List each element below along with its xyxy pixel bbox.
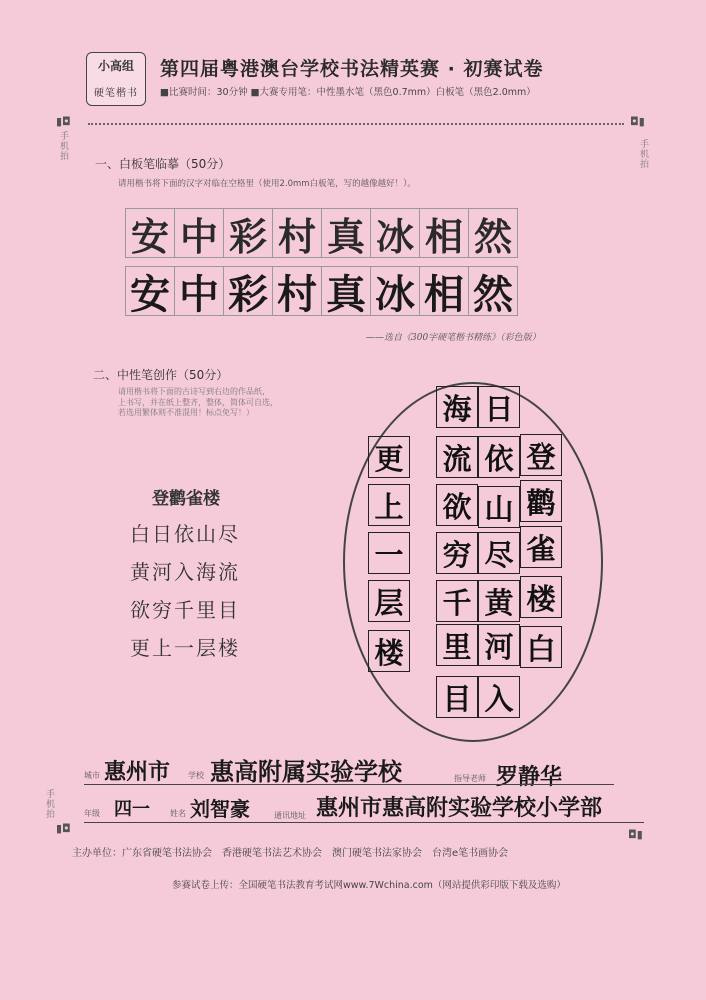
work-char: 雀 (520, 526, 562, 568)
work-char: 千 (436, 580, 478, 622)
instruction-line: 若选用繁体则不准混用！标点免写！） (118, 408, 254, 417)
work-char: 河 (478, 624, 520, 666)
handwritten-char: 彩 (223, 266, 273, 316)
work-char: 里 (436, 624, 478, 666)
section2-instruction (118, 387, 368, 419)
poem-line: 黄河入海流 (130, 560, 240, 584)
instruction-line: 上书写，并在纸上整齐，整体，简体可自选， (118, 397, 278, 407)
work-char: 一 (368, 532, 410, 574)
model-chars-row (126, 208, 518, 258)
upload-notice: 参赛试卷上传：全国硬笔书法教育考试网www.7Wchina.com（网站提供彩印版下载及选购） (172, 880, 566, 891)
work-char: 楼 (368, 630, 410, 672)
address-label: 通讯地址 (274, 811, 306, 820)
work-char: 更 (368, 436, 410, 478)
work-char: 目 (436, 676, 478, 718)
model-char: 安 (125, 208, 175, 258)
handwritten-char: 相 (419, 266, 469, 316)
model-char: 彩 (223, 208, 273, 258)
work-char: 依 (478, 436, 520, 478)
grade-value: 四一 (114, 799, 150, 820)
instruction-line: 请用楷书将下面的古诗写到右边的作品纸， (118, 387, 270, 396)
poem-line: 更上一层楼 (130, 636, 240, 660)
name-value: 刘智豪 (190, 797, 250, 821)
name-label: 姓名 (170, 809, 186, 818)
handwritten-char: 中 (174, 266, 224, 316)
work-char: 上 (368, 484, 410, 526)
model-char: 村 (272, 208, 322, 258)
exam-subtitle: ■比赛时间：30分钟 ■大赛专用笔：中性墨水笔（黑色0.7mm）白板笔（黑色2.0mm） (160, 87, 536, 98)
poem-line: 欲穷千里目 (130, 598, 240, 622)
source-citation: ——选自《300字硬笔楷书精练》（彩色版） (366, 333, 541, 343)
camera-icon-right-bottom: ◘▮ (628, 828, 643, 841)
work-char: 海 (436, 386, 478, 428)
work-char: 白 (520, 626, 562, 668)
teacher-label: 指导老师 (454, 774, 486, 783)
section1-instruction: 请用楷书将下面的汉字对临在空格里（使用2.0mm白板笔，写的越像越好！）。 (118, 179, 416, 189)
work-char: 入 (478, 676, 520, 718)
school-label: 学校 (188, 771, 204, 780)
city-value: 惠州市 (104, 760, 171, 785)
form-line-1 (84, 784, 614, 785)
camera-icon-left-bottom: ▮◘ (56, 822, 71, 835)
work-char: 山 (478, 486, 520, 528)
work-char: 登 (520, 434, 562, 476)
camera-icon-left-top: ▮◘ (56, 115, 71, 128)
handwritten-char: 安 (125, 266, 175, 316)
top-divider (88, 123, 624, 125)
poem-title: 登鹳雀楼 (152, 489, 220, 509)
work-char: 流 (436, 436, 478, 478)
side-label-left: 手机拍 (60, 132, 70, 162)
work-char: 尽 (478, 532, 520, 574)
work-char: 欲 (436, 484, 478, 526)
school-value: 惠高附属实验学校 (210, 758, 402, 786)
handwritten-chars-row (126, 266, 518, 316)
model-char: 然 (468, 208, 518, 258)
side-label-left-bottom: 手机拍 (46, 790, 56, 820)
handwritten-char: 然 (468, 266, 518, 316)
handwritten-char: 村 (272, 266, 322, 316)
model-char: 中 (174, 208, 224, 258)
work-char: 日 (478, 386, 520, 428)
work-char: 鹳 (520, 480, 562, 522)
teacher-value: 罗静华 (496, 765, 563, 790)
form-line-2 (84, 822, 644, 823)
work-char: 穷 (436, 532, 478, 574)
model-char: 相 (419, 208, 469, 258)
section1-heading: 一、白板笔临摹（50分） (95, 157, 231, 171)
address-value: 惠州市惠高附实验学校小学部 (316, 796, 603, 821)
model-char: 冰 (370, 208, 420, 258)
handwritten-char: 真 (321, 266, 371, 316)
group-badge-subtitle: 硬笔楷书 (94, 88, 138, 99)
work-char: 楼 (520, 576, 562, 618)
work-char: 层 (368, 580, 410, 622)
work-char: 黄 (478, 580, 520, 622)
side-label-right: 手机拍 (640, 140, 650, 170)
camera-icon-right-top: ◘▮ (630, 115, 645, 128)
group-badge (86, 52, 146, 106)
organizers: 主办单位：广东省硬笔书法协会 香港硬笔书法艺术协会 澳门硬笔书法家协会 台湾e笔书画协会 (72, 848, 509, 859)
city-label: 城市 (84, 771, 100, 780)
model-char: 真 (321, 208, 371, 258)
exam-title: 第四届粤港澳台学校书法精英赛 · 初赛试卷 (160, 58, 544, 80)
handwritten-char: 冰 (370, 266, 420, 316)
poem-line: 白日依山尽 (130, 522, 240, 546)
group-badge-label: 小高组 (97, 59, 134, 73)
section2-heading: 二、中性笔创作（50分） (93, 368, 229, 382)
grade-label: 年级 (84, 809, 100, 818)
